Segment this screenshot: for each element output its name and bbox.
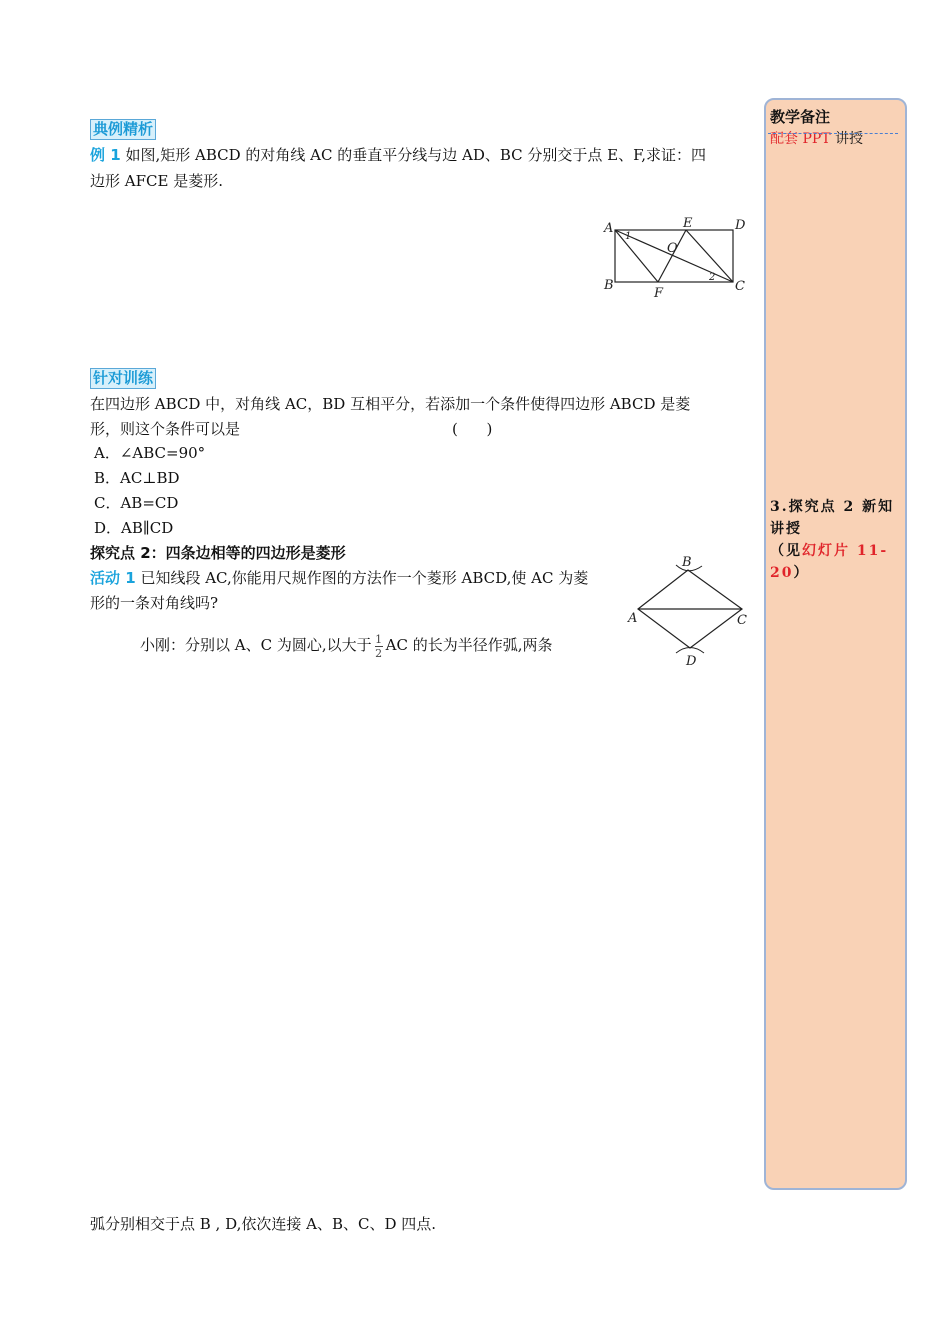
answer-bracket: ( ) bbox=[452, 420, 493, 438]
question-text-2: 形，则这个条件可以是 bbox=[90, 420, 241, 438]
example-section-tag: 典例精析 bbox=[90, 119, 156, 140]
fraction-one-half bbox=[375, 633, 383, 660]
notes-divider bbox=[768, 133, 898, 134]
explore-point-heading: 探究点 2：四条边相等的四边形是菱形 bbox=[90, 544, 346, 562]
teaching-notes-subtitle bbox=[770, 128, 863, 148]
label-d: D bbox=[735, 218, 746, 233]
fraction-numerator: 1 bbox=[375, 632, 383, 646]
activity-line-2: 形的一条对角线吗? bbox=[90, 594, 219, 612]
option-b: B．AC⊥BD bbox=[94, 469, 180, 487]
lecture-label: 讲授 bbox=[835, 131, 864, 147]
label-o: O bbox=[667, 241, 678, 256]
xiaogang-line bbox=[140, 632, 552, 660]
option-c: C．AB=CD bbox=[94, 494, 179, 512]
teaching-notes-panel bbox=[764, 98, 907, 1190]
label-f: F bbox=[654, 286, 664, 301]
example-line-1 bbox=[90, 145, 706, 165]
rhombus-label-d: D bbox=[686, 654, 697, 669]
rhombus-label-c: C bbox=[737, 613, 747, 628]
angle-2-label: 2 bbox=[709, 272, 716, 283]
note-close: ） bbox=[793, 565, 810, 581]
rhombus-label-a: A bbox=[628, 611, 638, 626]
segment-af bbox=[615, 230, 658, 282]
angle-1-label: 1 bbox=[625, 231, 632, 242]
note-open: （见 bbox=[770, 543, 802, 559]
label-e: E bbox=[683, 216, 693, 231]
label-c: C bbox=[735, 279, 745, 294]
fraction-denominator: 2 bbox=[375, 646, 383, 660]
label-a: A bbox=[604, 221, 614, 236]
option-a: A．∠ABC=90° bbox=[94, 444, 206, 462]
activity-label: 活动 1 bbox=[90, 569, 136, 587]
perpendicular-bisector-ef bbox=[658, 230, 686, 282]
example-label: 例 1 bbox=[90, 146, 121, 164]
label-b: B bbox=[604, 278, 614, 293]
xiaogang-text-pre: 小刚：分别以 A、C 为圆心,以大于 bbox=[140, 636, 372, 654]
slide-range: 幻灯片 11-20 bbox=[770, 543, 889, 581]
activity-text-1: 已知线段 AC,你能用尺规作图的方法作一个菱形 ABCD,使 AC 为菱 bbox=[140, 569, 589, 587]
question-line-1: 在四边形 ABCD 中，对角线 AC，BD 互相平分，若添加一个条件使得四边形 ABCD 是菱 bbox=[90, 395, 691, 413]
rectangle-figure bbox=[598, 212, 758, 304]
ppt-label: 配套 PPT bbox=[770, 131, 831, 147]
activity-line-1 bbox=[90, 568, 588, 588]
rhombus-label-b: B bbox=[682, 555, 692, 570]
teaching-note bbox=[770, 496, 904, 584]
rhombus-figure bbox=[622, 552, 762, 670]
teaching-notes-title: 教学备注 bbox=[770, 108, 831, 126]
example-line-2: 边形 AFCE 是菱形. bbox=[90, 172, 223, 190]
training-section-tag: 针对训练 bbox=[90, 368, 156, 389]
option-d: D．AB∥CD bbox=[94, 519, 174, 537]
note-prefix: 3.探究点 2 新知讲授 bbox=[770, 499, 895, 537]
example-text-1: 如图,矩形 ABCD 的对角线 AC 的垂直平分线与边 AD、BC 分别交于点 E、F,求证：四 bbox=[125, 146, 706, 164]
continuation-line: 弧分别相交于点 B , D,依次连接 A、B、C、D 四点. bbox=[90, 1215, 437, 1233]
question-line-2 bbox=[90, 419, 240, 439]
xiaogang-text-post: AC 的长为半径作弧,两条 bbox=[385, 636, 553, 654]
